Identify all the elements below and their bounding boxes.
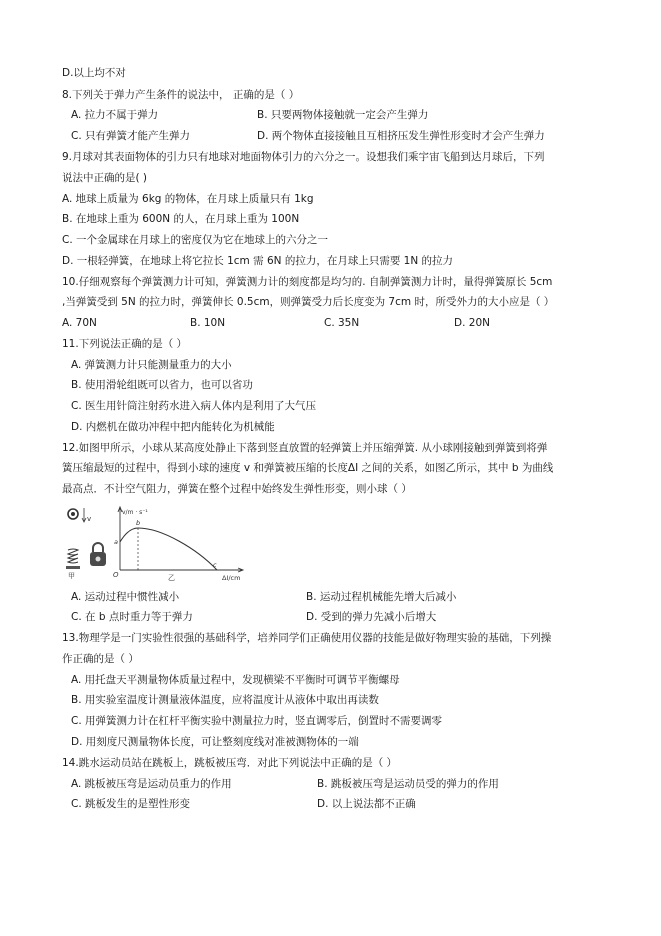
question-10-option-c: C. 35N [324, 317, 360, 329]
velocity-label: v [87, 515, 92, 523]
question-8-option-c: C. 只有弹簧才能产生弹力 [71, 130, 191, 142]
question-11-option-d: D. 内燃机在做功冲程中把内能转化为机械能 [71, 421, 275, 433]
point-a-label: a [114, 538, 118, 546]
question-12-option-a: A. 运动过程中惯性减小 [71, 591, 180, 603]
velocity-curve [120, 528, 217, 570]
figure-caption-jia: 甲 [68, 572, 75, 580]
question-8-option-a: A. 拉力不属于弹力 [71, 109, 159, 121]
x-axis-label: ΔI/cm [222, 574, 241, 582]
question-9-stem-line1: 9.月球对其表面物体的引力只有地球对地面物体引力的六分之一。设想我们乘宇宙飞船到达月球后，下列 [62, 151, 545, 163]
question-8-option-d: D. 两个物体直接接触且互相挤压发生弹性形变时才会产生弹力 [257, 130, 545, 142]
question-11-option-c: C. 医生用针筒注射药水进入病人体内是利用了大气压 [71, 400, 317, 412]
question-13-stem-line2: 作正确的是（ ） [62, 653, 139, 665]
question-12-option-b: B. 运动过程机械能先增大后减小 [306, 591, 457, 603]
question-13-option-b: B. 用实验室温度计测量液体温度，应将温度计从液体中取出再读数 [71, 694, 379, 706]
question-10-option-d: D. 20N [454, 317, 490, 329]
question-11-stem: 11.下列说法正确的是（ ） [62, 338, 188, 350]
question-9-stem-line2: 说法中正确的是( ) [62, 172, 148, 184]
question-9-option-c: C. 一个金属球在月球上的密度仅为它在地球上的六分之一 [62, 234, 329, 246]
question-11-option-b: B. 使用滑轮组既可以省力，也可以省功 [71, 379, 253, 391]
figure-caption-yi: 乙 [168, 574, 175, 582]
question-14-option-c: C. 跳板发生的是塑性形变 [71, 798, 191, 810]
question-12-option-c: C. 在 b 点时重力等于弹力 [71, 611, 193, 623]
spring-base [66, 566, 80, 569]
question-14-option-b: B. 跳板被压弯是运动员受的弹力的作用 [317, 778, 499, 790]
point-b-label: b [136, 519, 141, 527]
question-10-option-b: B. 10N [190, 317, 226, 329]
question-9-option-a: A. 地球上质量为 6kg 的物体，在月球上质量只有 1kg [62, 193, 314, 205]
weight-hook [93, 543, 103, 552]
question-12-stem-line3: 最高点．不计空气阻力，弹簧在整个过程中始终发生弹性形变，则小球（ ） [62, 483, 412, 495]
previous-option-d: D.以上均不对 [62, 67, 126, 79]
question-9-option-b: B. 在地球上重为 600N 的人，在月球上重为 100N [62, 213, 300, 225]
weight-dot [96, 557, 101, 562]
question-11-option-a: A. 弹簧测力计只能测量重力的大小 [71, 359, 232, 371]
ball-center [71, 512, 75, 516]
question-12-stem-line1: 12.如图甲所示，小球从某高度处静止下落到竖直放置的轻弹簧上并压缩弹簧. 从小球刚接触到弹簧到将弹 [62, 442, 548, 454]
question-9-option-d: D. 一根轻弹簧，在地球上将它拉长 1cm 需 6N 的拉力，在月球上只需要 1N 的拉力 [62, 255, 454, 267]
question-13-option-d: D. 用刻度尺测量物体长度，可让整刻度线对准被测物体的一端 [71, 736, 359, 748]
question-12-figure [62, 504, 248, 582]
question-13-stem-line1: 13.物理学是一门实验性很强的基础科学，培养同学们正确使用仪器的技能是做好物理实验的基础，下列操 [62, 632, 552, 644]
question-14-option-d: D. 以上说法都不正确 [317, 798, 416, 810]
question-12-stem-line2: 簧压缩最短的过程中，得到小球的速度 v 和弹簧被压缩的长度ΔI 之间的关系，如图乙所示，其中 b 为曲线 [62, 462, 554, 474]
spring-shape [68, 549, 78, 563]
question-10-option-a: A. 70N [62, 317, 97, 329]
velocity-compression-graph [62, 504, 248, 582]
question-8-stem: 8.下列关于弹力产生条件的说法中， 正确的是（ ） [62, 89, 300, 101]
question-14-option-a: A. 跳板被压弯是运动员重力的作用 [71, 778, 232, 790]
question-8-option-b: B. 只要两物体接触就一定会产生弹力 [257, 109, 429, 121]
origin-label: O [113, 571, 119, 579]
question-12-option-d: D. 受到的弹力先减小后增大 [306, 611, 437, 623]
question-10-stem-line2: ,当弹簧受到 5N 的拉力时，弹簧伸长 0.5cm，则弹簧受力后长度变为 7cm 时，所受外力的大小应是（ ） [62, 296, 555, 308]
question-10-stem-line1: 10.仔细观察每个弹簧测力计可知，弹簧测力计的刻度都是均匀的. 自制弹簧测力计时，量得弹簧原长 5cm [62, 276, 553, 288]
point-c-label: c [213, 561, 217, 569]
y-axis-label: v/m · s⁻¹ [122, 509, 148, 516]
question-14-stem: 14.跳水运动员站在跳板上，跳板被压弯．对此下列说法中正确的是（ ） [62, 757, 398, 769]
question-13-option-a: A. 用托盘天平测量物体质量过程中，发现横梁不平衡时可调节平衡螺母 [71, 674, 400, 686]
question-13-option-c: C. 用弹簧测力计在杠杆平衡实验中测量拉力时，竖直调零后，倒置时不需要调零 [71, 715, 443, 727]
